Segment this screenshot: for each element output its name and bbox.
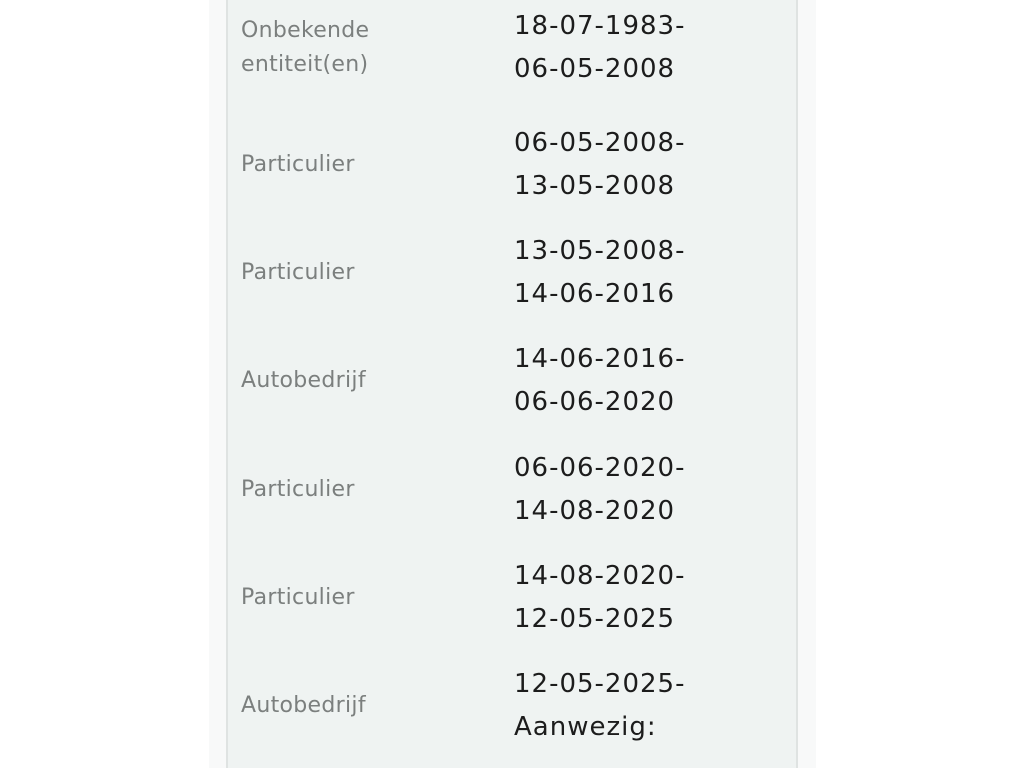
history-row: [228, 436, 796, 544]
ownership-history-card: [226, 0, 798, 768]
period-start: 18-07-1983-: [514, 11, 686, 41]
owner-type-label: Autobedrijf: [241, 368, 366, 393]
period-end: 14-08-2020: [514, 496, 676, 526]
history-row: [228, 0, 796, 102]
ownership-period: [514, 555, 784, 641]
period-start: 14-06-2016-: [514, 344, 686, 374]
period-end: Aanwezig:: [514, 712, 657, 742]
ownership-period: [514, 122, 784, 208]
period-start: 13-05-2008-: [514, 236, 686, 266]
ownership-period: [514, 5, 784, 91]
history-row: [228, 219, 796, 327]
period-start: 14-08-2020-: [514, 561, 686, 591]
history-row: [228, 544, 796, 652]
owner-type-label: Onbekende entiteit(en): [241, 18, 370, 77]
period-end: 13-05-2008: [514, 171, 676, 201]
period-end: 14-06-2016: [514, 279, 676, 309]
owner-type-label: Particulier: [241, 260, 355, 285]
period-start: 06-06-2020-: [514, 453, 686, 483]
period-end: 06-05-2008: [514, 54, 676, 84]
ownership-period: [514, 338, 784, 424]
ownership-period: [514, 230, 784, 316]
period-end: 12-05-2025: [514, 604, 676, 634]
owner-type-label: Particulier: [241, 152, 355, 177]
history-row: [228, 327, 796, 435]
history-row: [228, 111, 796, 219]
ownership-period: [514, 663, 784, 749]
period-start: 06-05-2008-: [514, 128, 686, 158]
owner-type-label: Particulier: [241, 585, 355, 610]
history-row: [228, 652, 796, 760]
period-end: 06-06-2020: [514, 387, 676, 417]
period-start: 12-05-2025-: [514, 669, 686, 699]
ownership-period: [514, 447, 784, 533]
owner-type-label: Particulier: [241, 477, 355, 502]
owner-type-label: Autobedrijf: [241, 693, 366, 718]
